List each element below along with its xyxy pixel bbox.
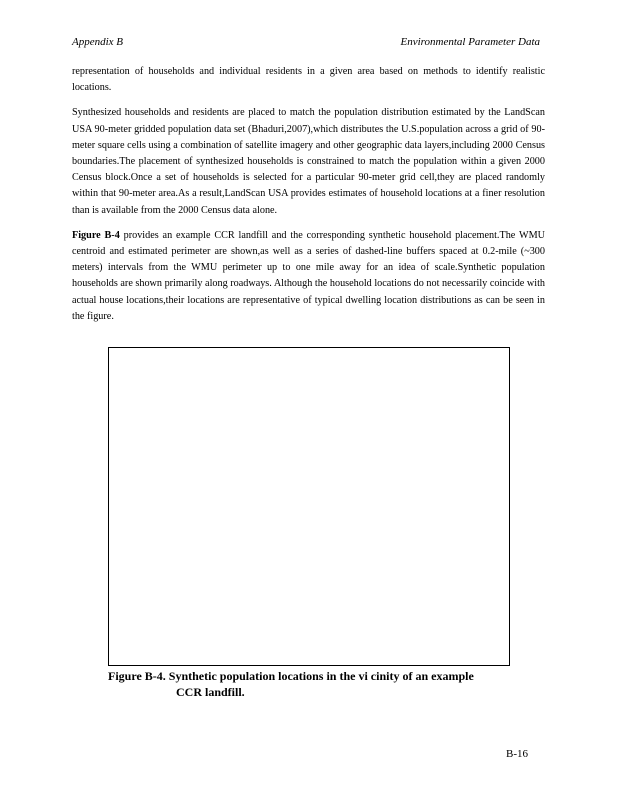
figure-reference: Figure B-4 xyxy=(72,229,120,241)
paragraph-1: representation of households and individual residents in a given area based on methods to identify realistic locations. xyxy=(72,66,545,94)
caption-line-2: CCR landfill. xyxy=(176,685,245,699)
paragraph-3-text: provides an example CCR landfill and the corresponding synthetic household placement.The WMU centroid and estimated perimeter are shown,as well as a series of dashed-line buffers spaced at 0.2-mile (~300 meters) intervals from the WMU perimeter up to one mile away for an idea of scale.Synthetic population households are shown primarily along roadways. Although the household locations do not necessarily coincide with actual house locations,their locations are representative of typical dwelling location distributions as can be seen in the figure. xyxy=(72,229,545,322)
paragraph-3 xyxy=(72,228,545,325)
caption-line-1: Figure B-4. Synthetic population locations in the vi cinity of an example xyxy=(108,669,474,683)
header-section-title: Environmental Parameter Data xyxy=(400,36,540,48)
page-header xyxy=(72,36,540,50)
paragraph-2: Synthesized households and residents are placed to match the population distribution estimated by the LandScan USA 90-meter gridded population data set (Bhaduri,2007),which distributes the U.S.population across a grid of 90-meter square cells using a combination of satellite imagery and other geographic data layers,including 2000 Census boundaries.The placement of synthesized households is constrained to match the population within a given 2000 Census block.Once a set of households is selected for a particular 90-meter grid cell,they are placed randomly within that 90-meter area.As a result,LandScan USA provides estimates of household locations at a finer resolution than is available from the 2000 Census data alone. xyxy=(72,107,545,216)
body-text xyxy=(72,64,545,334)
header-appendix-label: Appendix B xyxy=(72,36,124,48)
page-number: B-16 xyxy=(506,748,528,760)
figure-placeholder xyxy=(108,347,510,666)
figure-caption xyxy=(108,668,528,700)
